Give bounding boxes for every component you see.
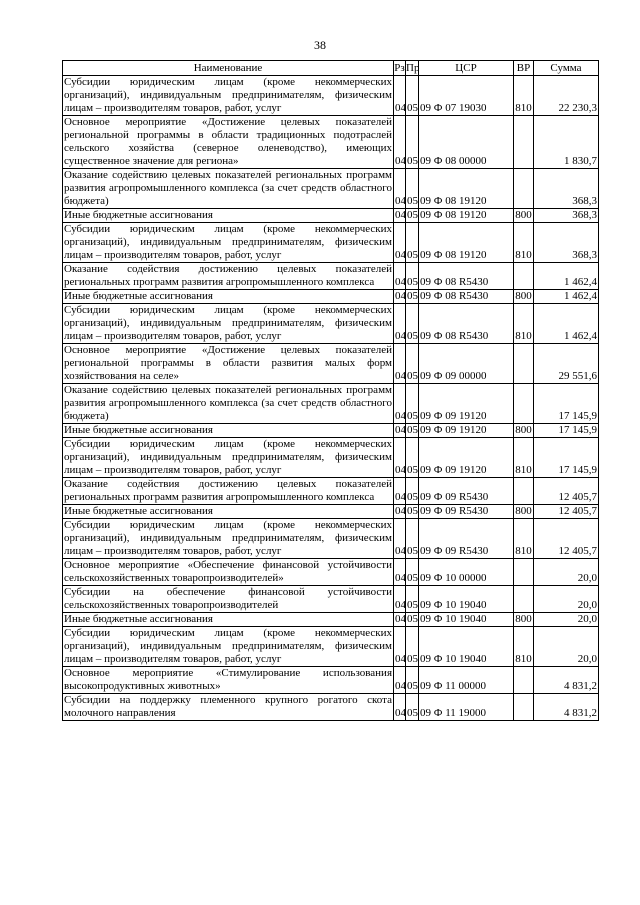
row-vr: 800	[515, 209, 532, 221]
row-csr: 09 Ф 08 00000	[419, 116, 514, 169]
row-name: Оказание содействия достижению целевых показателей региональных программ развития агропромышленного комплекса	[64, 263, 392, 288]
header-pr: Пр	[406, 61, 420, 74]
table-row	[63, 667, 599, 694]
row-csr: 09 Ф 09 00000	[419, 344, 514, 384]
row-pr: 05	[406, 694, 419, 721]
row-sum: 1 462,4	[534, 290, 599, 304]
row-rz: 04	[394, 519, 406, 559]
row-rz: 04	[394, 478, 406, 505]
row-vr: 800	[515, 424, 532, 436]
row-csr: 09 Ф 09 R5430	[419, 478, 514, 505]
table-row	[63, 169, 599, 209]
row-pr: 05	[407, 209, 418, 221]
row-name: Основное мероприятие «Достижение целевых показателей региональной программы в области традиционных подотраслей сельского хозяйства (северное оленеводство), имеющих существенное значение для региона»	[64, 116, 392, 167]
row-pr: 05	[407, 505, 418, 517]
table-row	[63, 505, 599, 519]
table-row	[63, 627, 599, 667]
row-pr: 05	[406, 76, 419, 116]
row-csr: 09 Ф 10 00000	[419, 559, 514, 586]
row-pr: 05	[406, 263, 419, 290]
row-name: Субсидии юридическим лицам (кроме некоммерческих организаций), индивидуальным предпринимателям, физическим лицам – производителям товаров, работ, услуг	[64, 223, 392, 261]
row-pr: 05	[406, 519, 419, 559]
row-csr: 09 Ф 08 19120	[419, 169, 514, 209]
row-sum: 1 462,4	[534, 304, 599, 344]
row-name: Основное мероприятие «Стимулирование использования высокопродуктивных животных»	[64, 667, 392, 692]
table-row	[63, 478, 599, 505]
row-csr: 09 Ф 10 19040	[419, 613, 514, 627]
row-rz: 04	[394, 263, 406, 290]
row-rz: 04	[394, 223, 406, 263]
row-sum: 20,0	[534, 627, 599, 667]
table-row	[63, 344, 599, 384]
header-csr: ЦСР	[419, 61, 514, 76]
row-csr: 09 Ф 09 R5430	[419, 505, 514, 519]
table-row	[63, 223, 599, 263]
row-vr: 810	[514, 76, 534, 116]
row-sum: 1 830,7	[534, 116, 599, 169]
header-rz: Рз	[394, 61, 405, 74]
table-row	[63, 438, 599, 478]
row-pr: 05	[406, 478, 419, 505]
row-vr	[514, 478, 534, 505]
row-rz: 04	[394, 559, 406, 586]
row-csr: 09 Ф 07 19030	[419, 76, 514, 116]
row-vr	[514, 169, 534, 209]
row-rz: 04	[394, 169, 406, 209]
row-pr: 05	[407, 290, 418, 302]
row-vr: 810	[514, 438, 534, 478]
row-csr: 09 Ф 11 00000	[419, 667, 514, 694]
row-vr: 810	[514, 304, 534, 344]
row-sum: 368,3	[534, 223, 599, 263]
table-row	[63, 519, 599, 559]
row-pr: 05	[406, 304, 419, 344]
row-rz: 04	[394, 694, 406, 721]
row-vr: 810	[514, 223, 534, 263]
row-csr: 09 Ф 08 R5430	[419, 263, 514, 290]
row-rz: 04	[394, 304, 406, 344]
row-vr: 800	[515, 613, 532, 625]
row-name: Оказание содействию целевых показателей региональных программ развития агропромышленного комплекса (за счет средств областного бюджета)	[64, 169, 392, 207]
table-row	[63, 290, 599, 304]
row-sum: 20,0	[534, 613, 599, 627]
row-rz: 04	[395, 290, 406, 302]
row-sum: 12 405,7	[534, 505, 599, 519]
row-csr: 09 Ф 10 19040	[419, 627, 514, 667]
row-pr: 05	[407, 613, 418, 625]
row-name: Субсидии юридическим лицам (кроме некоммерческих организаций), индивидуальным предпринимателям, физическим лицам – производителям товаров, работ, услуг	[64, 76, 392, 114]
row-pr: 05	[406, 223, 419, 263]
row-pr: 05	[406, 559, 419, 586]
row-csr: 09 Ф 08 19120	[419, 223, 514, 263]
table-row	[63, 559, 599, 586]
row-name: Иные бюджетные ассигнования	[63, 424, 394, 438]
row-pr: 05	[406, 438, 419, 478]
row-csr: 09 Ф 09 19120	[419, 438, 514, 478]
row-sum: 4 831,2	[534, 667, 599, 694]
table-row	[63, 424, 599, 438]
row-rz: 04	[395, 424, 406, 436]
header-vr: ВР	[514, 61, 534, 76]
table-row	[63, 76, 599, 116]
table-row	[63, 694, 599, 721]
row-rz: 04	[394, 76, 406, 116]
row-csr: 09 Ф 09 R5430	[419, 519, 514, 559]
row-sum: 29 551,6	[534, 344, 599, 384]
row-name: Субсидии юридическим лицам (кроме некоммерческих организаций), индивидуальным предпринимателям, физическим лицам – производителям товаров, работ, услуг	[64, 627, 392, 665]
table-row	[63, 263, 599, 290]
row-csr: 09 Ф 08 R5430	[419, 290, 514, 304]
budget-table	[62, 60, 599, 721]
row-name: Субсидии юридическим лицам (кроме некоммерческих организаций), индивидуальным предпринимателям, физическим лицам – производителям товаров, работ, услуг	[64, 438, 392, 476]
row-rz: 04	[394, 344, 406, 384]
row-sum: 368,3	[534, 209, 599, 223]
row-name: Субсидии юридическим лицам (кроме некоммерческих организаций), индивидуальным предпринимателям, физическим лицам – производителям товаров, работ, услуг	[64, 519, 392, 557]
row-csr: 09 Ф 08 19120	[419, 209, 514, 223]
row-sum: 20,0	[534, 586, 599, 613]
row-sum: 1 462,4	[534, 263, 599, 290]
row-rz: 04	[394, 667, 406, 694]
row-rz: 04	[395, 505, 406, 517]
table-row	[63, 116, 599, 169]
row-name: Основное мероприятие «Достижение целевых показателей региональной программы в области развития малых форм хозяйствования на селе»	[64, 344, 392, 382]
table-row	[63, 304, 599, 344]
header-name: Наименование	[63, 61, 394, 76]
row-name: Иные бюджетные ассигнования	[63, 505, 394, 519]
table-row	[63, 586, 599, 613]
row-pr: 05	[406, 169, 419, 209]
row-name: Субсидии юридическим лицам (кроме некоммерческих организаций), индивидуальным предпринимателям, физическим лицам – производителям товаров, работ, услуг	[64, 304, 392, 342]
row-rz: 04	[394, 438, 406, 478]
row-name: Оказание содействию целевых показателей региональных программ развития агропромышленного комплекса (за счет средств областного бюджета)	[64, 384, 392, 422]
row-name: Иные бюджетные ассигнования	[63, 290, 394, 304]
row-vr	[514, 116, 534, 169]
row-csr: 09 Ф 09 19120	[419, 424, 514, 438]
row-pr: 05	[407, 424, 418, 436]
table-row	[63, 613, 599, 627]
row-vr	[514, 263, 534, 290]
table-body	[63, 76, 599, 721]
row-vr	[514, 344, 534, 384]
row-sum: 20,0	[534, 559, 599, 586]
row-pr: 05	[406, 384, 419, 424]
page-number: 38	[314, 38, 326, 52]
table-row	[63, 209, 599, 223]
row-sum: 12 405,7	[534, 478, 599, 505]
row-vr	[514, 667, 534, 694]
row-rz: 04	[395, 209, 406, 221]
row-vr: 810	[514, 519, 534, 559]
row-rz: 04	[395, 613, 406, 625]
table-row	[63, 384, 599, 424]
table-header-row	[63, 61, 599, 76]
header-sum: Сумма	[534, 61, 599, 76]
row-rz: 04	[394, 627, 406, 667]
row-sum: 17 145,9	[534, 424, 599, 438]
row-rz: 04	[394, 116, 406, 169]
row-rz: 04	[394, 384, 406, 424]
row-name: Основное мероприятие «Обеспечение финансовой устойчивости сельскохозяйственных товаропроизводителей»	[64, 559, 392, 584]
row-sum: 22 230,3	[534, 76, 599, 116]
row-pr: 05	[406, 586, 419, 613]
row-sum: 17 145,9	[534, 438, 599, 478]
row-sum: 17 145,9	[534, 384, 599, 424]
row-name: Иные бюджетные ассигнования	[63, 209, 394, 223]
row-pr: 05	[406, 116, 419, 169]
row-name: Иные бюджетные ассигнования	[63, 613, 394, 627]
row-csr: 09 Ф 10 19040	[419, 586, 514, 613]
row-sum: 368,3	[534, 169, 599, 209]
row-vr	[514, 586, 534, 613]
row-sum: 12 405,7	[534, 519, 599, 559]
row-vr: 800	[515, 290, 532, 302]
row-vr: 800	[515, 505, 532, 517]
row-vr	[514, 694, 534, 721]
row-pr: 05	[406, 344, 419, 384]
row-name: Субсидии на обеспечение финансовой устойчивости сельскохозяйственных товаропроизводителей	[64, 586, 392, 611]
row-name: Субсидии на поддержку племенного крупного рогатого скота молочного направления	[64, 694, 392, 719]
row-pr: 05	[406, 627, 419, 667]
row-vr	[514, 559, 534, 586]
row-sum: 4 831,2	[534, 694, 599, 721]
row-rz: 04	[394, 586, 406, 613]
row-csr: 09 Ф 11 19000	[419, 694, 514, 721]
row-name: Оказание содействия достижению целевых показателей региональных программ развития агропромышленного комплекса	[64, 478, 392, 503]
row-pr: 05	[406, 667, 419, 694]
row-vr: 810	[514, 627, 534, 667]
row-csr: 09 Ф 09 19120	[419, 384, 514, 424]
row-vr	[514, 384, 534, 424]
row-csr: 09 Ф 08 R5430	[419, 304, 514, 344]
